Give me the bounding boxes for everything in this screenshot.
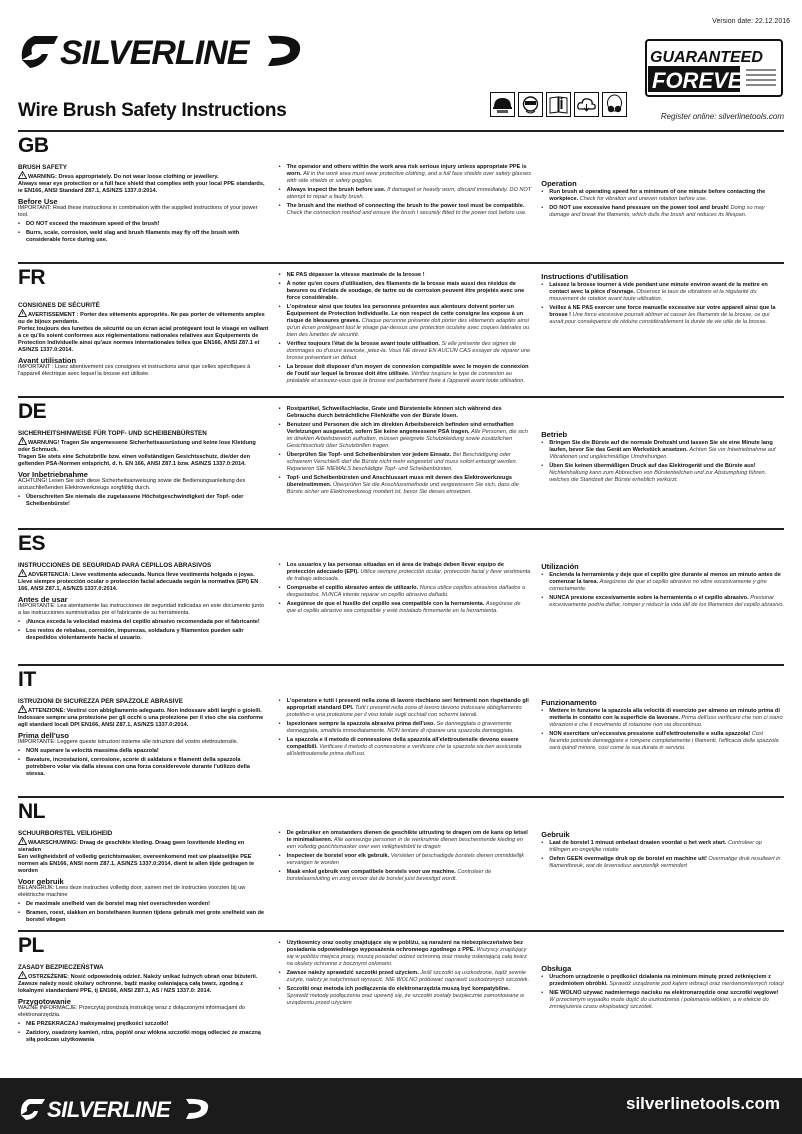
warning-text: ADVERTENCIA: Lleve vestimenta adecuada. Nunca lleve vestimenta holgada o joyas.: [28, 572, 255, 578]
before-use-heading: Antes de usar: [18, 595, 68, 604]
eye-protection-text: Always wear eye protection or a full face shield that complies with your local PPE standards, ie EN166, ANSI Standard Z87.1, AS/NZS 1337.0:2014.: [18, 181, 265, 194]
bullet-item: • Zadziory, osadzony kamień, rdza, popiół oraz włókna szczotki mogą odlecieć ze znaczną siłą podczas użytkowania: [18, 1030, 269, 1044]
bullet-item: • Encienda la herramienta y deje que el cepillo gire durante al menos un minuto antes de comenzar la tarea. Asegúrese de que el cepillo abrasivo no vibre excesivamente y gire correctamente.: [541, 572, 784, 593]
bullet-item: • L'opérateur ainsi que toutes les personnes présentes aux alentours doivent porter un Équipement de Protection Individuelle. Le non respect de cette consigne les expose à un risque de blessures graves. Chaque personne présente doit porter des vêtements adaptés ainsi qu'un écran protégeant tout le visage par-dessus une protection oculaire avec coques latérales ou bien des lunettes de sécurité.: [279, 304, 532, 339]
bullet-item: • NON esercitare un'eccessiva pressione sull'elettroutensile e sulla spazzola! Così facendo potreste danneggiare e rompere completamente i filamenti, l'efficacia della spazzola sarà quindi minore, così come la sua durata in servizio.: [541, 731, 784, 752]
bullet-item: • Los usuarios y las personas situadas en el área de trabajo deben llevar equipo de protección adecuado (EPI). Utilice siempre protección ocular, protección facial y lleve vestimenta de trabajo adecuada.: [279, 562, 532, 583]
warning-triangle-icon: [18, 837, 27, 845]
eye-protection-text: Zawsze należy nosić okulary ochronne, bądź maskę osłaniającą całą twarz, zgodną z lokalnymi standardami PPE, tj EN166, ANSI Z87.1, AS / NZS 1337.0: 2014.: [18, 981, 244, 994]
operation-heading: Instructions d'utilisation: [541, 272, 629, 281]
section-es: [18, 528, 784, 642]
bullet-item: • NON superare la velocità massima della spazzola!: [18, 748, 269, 755]
bullet-item: • DO NOT exceed the maximum speed of the brush!: [18, 221, 269, 228]
bullet-item: • Bavature, incrostazioni, corrosione, scorie di saldatura e filamenti della spazzola potrebbero volar via dalla stessa con una forza considerevole durante l'utilizzo della stessa.: [18, 757, 269, 778]
bullet-item: • Üben Sie keinen übermäßigen Druck auf das Elektrogerät und die Bürste aus! Nichteinhaltung kann zum Abbrechen von Bürstenteilchen und zur Abstumpfung führen, welches die Standzeit der Bürste erheblich verkürzt.: [541, 463, 784, 484]
bullet-item: • De gebruiker en omstanders dienen de geschikte uitrusting te dragen om de kans op letsel te minimaliseren. Alle aanwezige personen in de werkruimte dienen beschermende kleding en een volledig gezichtsmasker over een veiligheidsbril te dragen: [279, 830, 532, 851]
bullet-item: • Burrs, scale, corrosion, weld slag and brush filaments may fly off the brush with considerable force during use.: [18, 230, 269, 244]
svg-text:GUARANTEED: GUARANTEED: [650, 49, 763, 66]
warning-text: ATTENZIONE: Vestirsi con abbigliamento adeguato. Non indossare abiti larghi o gioielli.: [28, 708, 262, 714]
bullet-item: • Los restos de rebabas, corrosión, impurezas, soldadura y filamentos pueden salir despedidos violentamente hacia el usuario.: [18, 628, 269, 642]
section-intro: BRUSH SAFETY: [18, 164, 67, 171]
bullet-item: • Inspecteer de borstel voor elk gebruik. Versleten of beschadigde borstels dienen onmiddellijk vervangen te worden: [279, 853, 532, 867]
bullet-item: • Veillez à NE PAS exercer une force manuelle excessive sur votre appareil ainsi que la brosse ! Une force excessive pourrait abîmer et casser les filaments de la brosse, ce qui aurait pour conséquence de réduire considérablement la durée de vie utile de la brosse.: [541, 305, 784, 326]
bullet-item: • L'operatore e tutti i presenti nella zona di lavoro rischiano seri ferimenti non rispettando gli appropriati standard DPI. Tutti i presenti nella zona di lavoro devono indossare abbigliamento protettivo e una protezione per il viso totale sugli occhiali con schermi laterali.: [279, 698, 532, 719]
website-url[interactable]: silverlinetools.com: [626, 1094, 780, 1113]
bullet-item: • Zawsze należy sprawdzić szczotki przed użyciem. Jeśli szczotki są uszkodzone, bądź sewnie zużyte, należy je natychmiast wyrzucić. NIE WOLNO próbować naprawić uszkodzonych szczotek.: [279, 970, 532, 984]
before-use-heading: Avant utilisation: [18, 356, 77, 365]
bullet-item: • Oefen GEEN overmatige druk op de borstel en machine uit! Overmatige druk resulteert in filamentbreuk, wat de levensduur aanzienlijk vermindert: [541, 856, 784, 870]
eye-protection-text: Tragen Sie stets eine Schutzbrille bzw. einen vollständigen Gesichtsschutz, die/der den geltenden PSA-Normen entspricht, d. h. EN 166, ANSI Z87.1 bzw. AS/NZS 1337.0:2014.: [18, 454, 250, 467]
section-code: NL: [18, 800, 45, 823]
section-intro: CONSIGNES DE SÉCURITÉ: [18, 302, 100, 309]
bullet-item: • Bramen, roest, slakken en borstelharen kunnen tijdens gebruik met grote snelheid van de borstel vliegen: [18, 910, 269, 924]
important-text: WAŻNE INFORMACJE: Przeczytaj poniższą instrukcję wraz z dołączonymi informacjami do elektronarzędzia.: [18, 1005, 246, 1018]
bullet-item: • The operator and others within the work area risk serious injury unless appropriate PPE is worn. All in the work area must wear protective clothing, and a full face shields over safety glasses with side shields or safety goggles.: [279, 164, 532, 185]
bullet-item: • The brush and the method of connecting the brush to the power tool must be compatible. Check the connection method and ensure the brush I securely fitted to the power tool before use.: [279, 203, 532, 217]
section-intro: ZASADY BEZPIECZEŃSTWA: [18, 964, 104, 971]
version-date: Version date: 22.12.2016: [712, 18, 790, 25]
cloud-icon: [574, 92, 599, 117]
eye-protection-text: Lleve siempre protección ocular o protección facial adecuada según la normativa (EPI) EN 166, ANSI Z87.1, AS/NZS 1337.0:2014.: [18, 579, 259, 592]
bullet-item: • ¡Nunca exceda la velocidad máxima del cepillo abrasivo recomendada por el fabricante!: [18, 619, 269, 626]
bullet-item: • La spazzola e il metodo di connessione della spazzola all'elettroutensile devono essere compatibili. Verificare il metodo di connessione e verificare che la spazzola sia ben assicurata all'elettroutensile prima dell'uso.: [279, 737, 532, 758]
face-shield-icon: [518, 92, 543, 117]
before-use-heading: Vor Inbetriebnahme: [18, 470, 88, 479]
section-pl: [18, 930, 784, 1044]
section-code: PL: [18, 934, 44, 957]
bullet-item: • Rostpartikel, Schweißschlacke, Grate und Bürstenteile können sich während des Gebrauchs durch beträchtliche Fliehkräfte von der Bürste lösen.: [279, 406, 532, 420]
bullet-item: • Maak enkel gebruik van compatibele borstels voor uw machine. Controleer de borstelaansluiting en zorg ervoor dat de borstel juist bevestigd wordt.: [279, 869, 532, 883]
section-code: DE: [18, 400, 47, 423]
bullet-item: • NE PAS dépasser la vitesse maximale de la brosse !: [279, 272, 532, 279]
section-intro: SCHUURBORSTEL VEILIGHEID: [18, 830, 113, 837]
bullet-item: • Ispezionare sempre la spazzola abrasiva prima dell'uso. Se danneggiata o gravemente danneggiata, smaltirla immediatamente. NON tentare di riparare una spazzola danneggiata.: [279, 721, 532, 735]
operation-heading: Funzionamento: [541, 698, 597, 707]
bullet-item: • Mettere in funzione la spazzola alla velocità di esercizio per almeno un minuto prima di metterla in contatto con la superficie da lavorare. Prima dell'uso verificare che non ci siano vibrazioni e che il movimento di rotazione non sia discontinuo.: [541, 708, 784, 729]
bullet-item: • Überprüfen Sie Topf- und Scheibenbürsten vor jedem Einsatz. Bei Beschädigung oder schwerem Verschleiß darf die Bürste nicht mehr eingesetzt und muss sofort entsorgt werden. Reparieren SIE NIEMALS beschädigte Topf- und Scheibenbürsten.: [279, 452, 532, 473]
before-use-heading: Przygotowanie: [18, 997, 71, 1006]
section-intro: SICHERHEITSHINWEISE FÜR TOPF- UND SCHEIBENBÜRSTEN: [18, 430, 207, 437]
bullet-item: • Uruchom urządzenie o prędkości działania na minimum minutę przed zetknięciem z przedmiotem obróbki. Sprawdź urządzenie pod kątem wibracji oraz nierównomiernych rotacji: [541, 974, 784, 988]
svg-text:SILVERLINE: SILVERLINE: [60, 34, 249, 72]
warning-triangle-icon: [18, 971, 27, 979]
warning-triangle-icon: [18, 705, 27, 713]
safety-icons: [490, 92, 627, 117]
bullet-item: • Laat de borstel 1 minuut onbelast draaien voordat u het werk start. Controleer op trillingen en ongelijke rotatie: [541, 840, 784, 854]
svg-text:FOREVER: FOREVER: [652, 68, 759, 93]
important-text: IMPORTANT : Lisez attentivement ces consignes et instructions ainsi que celles spécifiques à l'appareil électrique avec lequel la brosse est utilisée.: [18, 364, 251, 377]
section-it: [18, 664, 784, 778]
important-text: ACHTUNG! Lesen Sie sich diese Sicherheitsanweisung sowie die Bedienungsanleitung des anzuschließenden Elektrowerkzeugs sorgfältig durch.: [18, 478, 246, 491]
operation-heading: Obsługa: [541, 964, 572, 973]
bullet-item: • Benutzer und Personen die sich im direkten Arbeitsbereich befinden sind ernsthaften Verletzungen ausgesetzt, sofern Sie keine angemessene PSA tragen. Alle Personen, die sich im direkten Arbeitsbereich aufhalten, müssen geeignete Schutzkleidung sowie zusätzlichen Gesichtsschutz über Schutzbrillen tragen.: [279, 422, 532, 450]
bullet-item: • Laissez la brosse tourner à vide pendant une minute environ avant de la mettre en contact avec la pièce d'ouvrage. Observez le taux de vibrations et la régularité du mouvement de rotation avant toute utilisation.: [541, 282, 784, 303]
bullet-item: • Szczotki oraz metoda ich podłączenia do elektronarzędzia muszą być kompatybilne. Sprawdź metodę podłączenia oraz upewnij się, że szczotki zostały bezpiecznie zamontowane w urządzeniu przed użyciem: [279, 986, 532, 1007]
section-gb: [18, 130, 784, 244]
section-fr: [18, 262, 784, 385]
respirator-icon: [602, 92, 627, 117]
bullet-item: • Compruebe el cepillo abrasivo antes de utilizarlo. Nunca utilice cepillos abrasivos dañados o desgastados. NUNCA intente reparar un cepillo abrasivo dañado.: [279, 585, 532, 599]
section-code: FR: [18, 266, 45, 289]
important-text: BELANGRIJK: Lees deze instructies volledig door, samen met de instructies voorzien bij uw elektrische machine: [18, 885, 246, 898]
bullet-item: • NIE WOLNO używać nadmiernego nacisku na elektronarzędzie oraz szczotki węglowe! W przeciwnym wypadku może dojść do uszkodzenia i połamania włókien, a w efekcie do zmniejszenia czasu eksploatacji szczotek.: [541, 990, 784, 1011]
before-use-heading: Voor gebruik: [18, 877, 64, 886]
warning-text: OSTRZEŻENIE: Nosić odpowiednią odzież. Należy unikać luźnych ubrań oraz biżuterii.: [28, 974, 258, 980]
eye-protection-text: Portez toujours des lunettes de sécurité ou un écran acial protégeant tout le visage en vaillant à ce qu'ils soient conformes aux règlementations nationales relatives aux Equipements de Protection Individuelle ainsi qu'aux normes internationales telles que EN166, ANSI Z87.1 et AS/NZS 1337.0:2014.: [18, 326, 269, 353]
warning-text: WAARSCHUWING: Draag de geschikte kleding. Draag geen losvttende kleding en sieraden: [18, 840, 245, 853]
footer-bar: [0, 1078, 802, 1134]
important-text: IMPORTANTE: Leggere queste istruzioni insieme alle istruzioni del vostro elettroutensile.: [18, 739, 239, 745]
warning-triangle-icon: [18, 171, 27, 179]
eye-protection-text: Indossare sempre una protezione per gli occhi o una protezione per il viso che sia conforme agli standard locali DPI EN166, ANSI Z87.1, AS/NZS 1337.0:2014.: [18, 715, 264, 728]
section-code: ES: [18, 532, 46, 555]
bullet-item: • Bringen Sie die Bürste auf die normale Drehzahl und lassen Sie sie eine Minute lang laufen, bevor Sie das Gerät am Werkstück ansetzen. Achten Sie vor Inbetriebnahme auf Vibrationen und ungleichmäßige Umdrehungen.: [541, 440, 784, 461]
silverline-logo: [18, 20, 308, 80]
section-de: [18, 396, 784, 508]
warning-triangle-icon: [18, 569, 27, 577]
operation-heading: Utilización: [541, 562, 579, 571]
warning-triangle-icon: [18, 309, 27, 317]
bullet-item: • Run brush at operating speed for a minimum of one minute before contacting the workpiece. Check for vibration and uneven rotation before use.: [541, 189, 784, 203]
before-use-heading: Before Use: [18, 197, 58, 206]
bullet-item: • DO NOT use excessive hand pressure on the power tool and brush! Doing so may damage and break the filaments, which dulls the brush and reduces its lifespan.: [541, 205, 784, 219]
svg-text:SILVERLINE: SILVERLINE: [47, 1097, 171, 1122]
bullet-item: • Always inspect the brush before use. If damaged or heavily worn, discard immediately. DO NOT attempt to repair a faulty brush.: [279, 187, 532, 201]
bullet-item: • Topf- und Scheibenbürsten und Anschlussart muss mit denen des Elektrowerkzeugs übereinstimmen. Überprüfen Sie die Anschlussmethode und vergewissern Sie sich, dass die Bürste sicher am Elektrowerkzeug montiert ist, bevor Sie dieses einsetzen.: [279, 475, 532, 496]
bullet-item: • Asegúrese de que el husillo del cepillo sea compatible con la herramienta. Asegúrese de que el cepillo abrasivo sea compatible y esté instalado firmemente en la herramienta.: [279, 601, 532, 615]
section-nl: [18, 796, 784, 924]
section-intro: ISTRUZIONI DI SICUREZZA PER SPAZZOLE ABRASIVE: [18, 698, 183, 705]
warning-triangle-icon: [18, 437, 27, 445]
operation-heading: Operation: [541, 179, 577, 188]
warning-text: WARNUNG! Tragen Sie angemessene Sicherheitsausrüstung und keine lose Kleidung oder Schmuck.: [18, 440, 256, 453]
bullet-item: • Vérifiez toujours l'état de la brosse avant toute utilisation. Si elle présente des signes de dommages ou d'usure avancée, jetez-la. Vous NE devez EN AUCUN CAS essayer de réparer une brosse présentant un défaut.: [279, 341, 532, 362]
bullet-item: • De maximale snelheid van de borstel mag niet overschreden worden!: [18, 901, 269, 908]
manual-icon: [546, 92, 571, 117]
important-text: IMPORTANTE: Lea atentamente las instrucciones de seguridad indicadas en este documento junto a las instrucciones suministradas por el fabricante de su herramienta.: [18, 603, 265, 616]
guaranteed-forever-badge: [644, 38, 784, 98]
before-use-heading: Prima dell'uso: [18, 731, 69, 740]
page-title: Wire Brush Safety Instructions: [18, 100, 287, 121]
bullet-item: • NUNCA presione excesivamente sobre la herramienta o el cepillo abrasivo. Presionar excesivamente podría dañar, romper y reducir la vida útil de los filamentos del cepillo abrasivo.: [541, 595, 784, 609]
operation-heading: Betrieb: [541, 430, 568, 439]
section-code: GB: [18, 134, 49, 157]
section-intro: INSTRUCCIONES DE SEGURIDAD PARA CEPILLOS ABRASIVOS: [18, 562, 212, 569]
bullet-item: • NIE PRZEKRACZAJ maksymalnej prędkości szczotki!: [18, 1021, 269, 1028]
eye-protection-text: Een veiligheidsbril of volledig gezichtsmasker, overeenkomend met uw plaatselijke PEE normen als EN166, ANSI norm Z87.1, AS/NZS 1337.0:2014, dient te allen tijde gedragen te worden: [18, 854, 255, 874]
register-online: Register online: silverlinetools.com: [660, 112, 784, 121]
warning-text: WARNING: Dress appropriately. Do not wear loose clothing or jewellery.: [28, 174, 219, 180]
section-code: IT: [18, 668, 36, 691]
operation-heading: Gebruik: [541, 830, 570, 839]
bullet-item: • La brosse doit disposer d'un moyen de connexion compatible avec le moyen de connexion de l'outil sur lequel la brosse doit être utilisée. Vérifiez toujours le type de connexion au préalable et assurez-vous que la brosse est parfaitement fixée à l'appareil avant toute utilisation.: [279, 364, 532, 385]
hard-hat-icon: [490, 92, 515, 117]
bullet-item: • Überschreiten Sie niemals die zugelassene Höchstgeschwindigkeit der Topf- oder Scheibenbürste!: [18, 494, 269, 508]
bullet-item: • À noter qu'en cours d'utilisation, des filaments de la brosse mais aussi des résidus de bavures ou d'éclats de soudage, de tartre ou de corrosion peuvent être projetés avec une force considérable.: [279, 281, 532, 302]
important-text: IMPORTANT: Read these instructions in combination with the supplied instructions of your power tool.: [18, 205, 258, 218]
bullet-item: • Użytkownicy oraz osoby znajdujące się w pobliżu, są narażeni na niebezpieczeństwo bez posiadania odpowiedniego wyposażenia ochronnego zgodnego z PPE. Wszyscy znajdujący się w pobliżu miejsca pracy, muszą posiadać odzież ochronną oraz maskę osłaniającą całą twarz na okulary ochronne z bocznymi osłonami.: [279, 940, 532, 968]
silverline-logo-footer: [18, 1088, 218, 1128]
warning-text: AVERTISSEMENT : Porter des vêtements appropriés. Ne pas porter de vêtements amples ou de bijoux pendants.: [18, 312, 265, 325]
